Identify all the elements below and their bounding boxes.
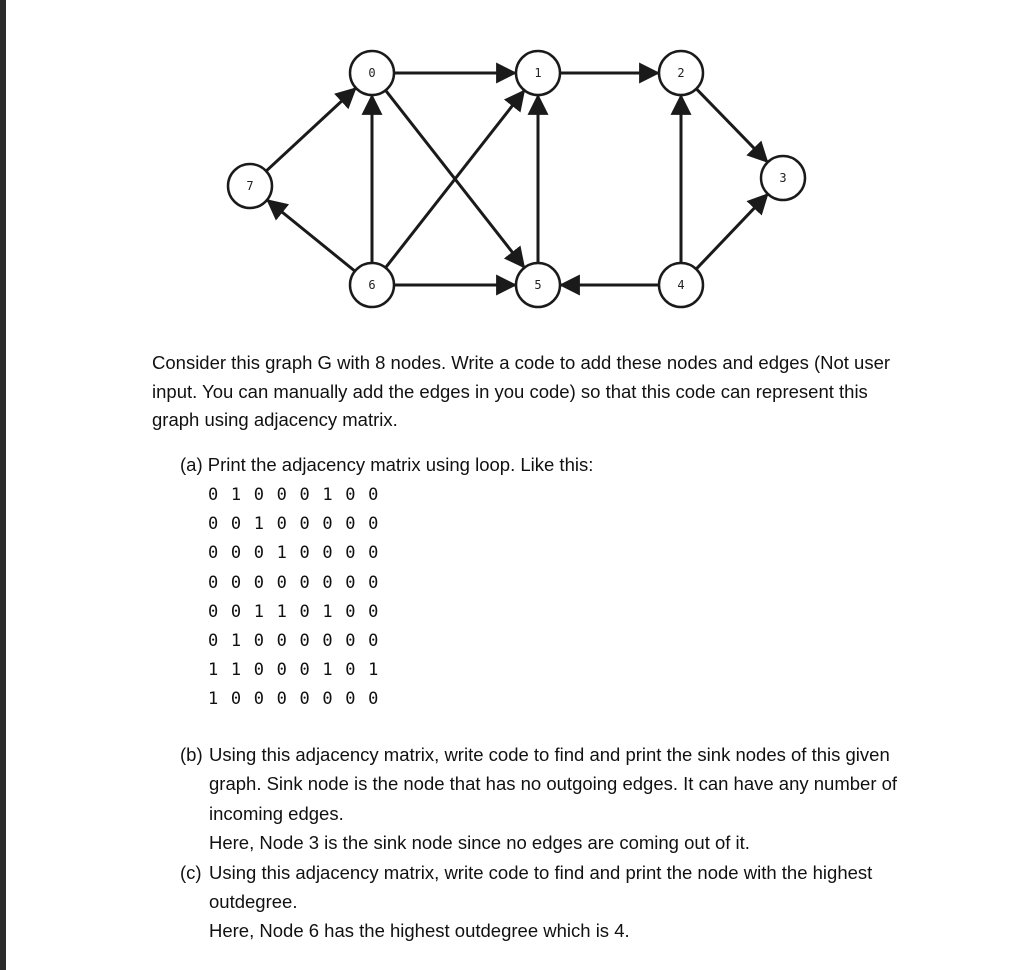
adjacency-matrix-example [208, 481, 380, 715]
part-c-text: Using this adjacency matrix, write code to find and print the node with the highest outdegree. [209, 861, 873, 913]
matrix-row: 0 1 0 0 0 0 0 0 [208, 630, 380, 651]
part-b-marker: (b) [180, 744, 203, 765]
edge-2-to-3 [696, 89, 767, 162]
part-c [180, 858, 900, 946]
matrix-row: 0 0 0 1 0 0 0 0 [208, 543, 380, 564]
node-label: 1 [534, 66, 542, 80]
node-6 [350, 263, 394, 307]
node-label: 5 [534, 278, 542, 292]
node-label: 4 [677, 278, 685, 292]
node-label: 6 [368, 278, 376, 292]
node-4 [659, 263, 703, 307]
matrix-row: 0 0 0 0 0 0 0 0 [208, 572, 380, 593]
matrix-row: 0 1 0 0 0 1 0 0 [208, 485, 380, 505]
document-page [6, 0, 1024, 970]
node-3 [761, 156, 805, 200]
node-0 [350, 51, 394, 95]
part-b [180, 740, 900, 858]
node-label: 2 [677, 66, 685, 80]
node-label: 7 [246, 179, 254, 193]
graph-nodes [228, 51, 805, 307]
edge-6-to-7 [268, 200, 355, 271]
matrix-row: 0 0 1 0 0 0 0 0 [208, 514, 380, 535]
node-5 [516, 263, 560, 307]
node-2 [659, 51, 703, 95]
sub-questions [180, 740, 900, 946]
graph-figure [6, 0, 1024, 330]
matrix-row: 1 1 0 0 0 1 0 1 [208, 660, 380, 681]
matrix-row: 1 0 0 0 0 0 0 0 [208, 689, 380, 710]
problem-statement: Consider this graph G with 8 nodes. Write a code to add these nodes and edges (Not user input. You can manually add the edges in you code) so that this code can represent this graph using adjacency matrix. [152, 352, 891, 430]
node-7 [228, 164, 272, 208]
part-a-instruction: (a) Print the adjacency matrix using loop. Like this: [180, 454, 594, 475]
node-1 [516, 51, 560, 95]
part-c-note: Here, Node 6 has the highest outdegree which is 4. [209, 920, 630, 942]
graph-edges [266, 73, 767, 285]
part-b-text: Using this adjacency matrix, write code to find and print the sink nodes of this given graph. Sink node is the node that has no outgoing edges. It can have any number of incoming edges. [209, 744, 898, 824]
node-label: 0 [368, 66, 376, 80]
node-label: 3 [779, 171, 787, 185]
part-c-marker: (c) [180, 861, 202, 883]
part-b-note: Here, Node 3 is the sink node since no edges are coming out of it. [209, 832, 750, 854]
matrix-row: 0 0 1 1 0 1 0 0 [208, 601, 380, 622]
edge-7-to-0 [266, 89, 355, 171]
edge-4-to-3 [696, 195, 767, 269]
